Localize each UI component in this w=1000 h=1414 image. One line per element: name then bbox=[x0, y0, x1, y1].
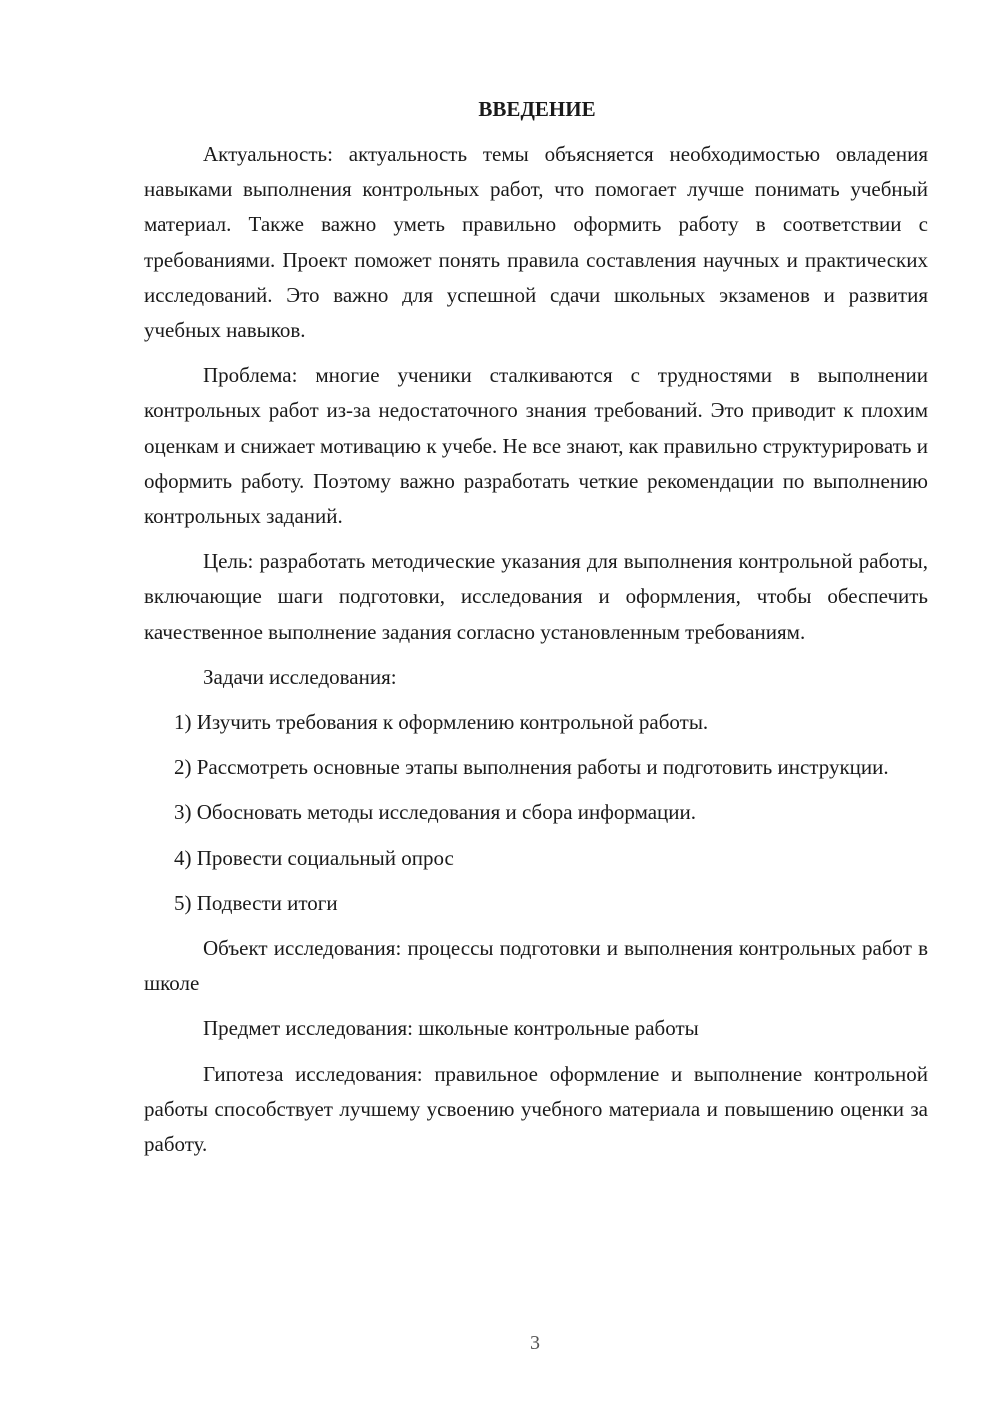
relevance-paragraph: Актуальность: актуальность темы объясняется необходимостью овладения навыками выполнения контрольных работ, что помогает лучше понимать учебный материал. Также важно уметь правильно оформить работу в соответствии с требованиями. Проект поможет понять правила составления научных и практических исследований. Это важно для успешной сдачи школьных экзаменов и развития учебных навыков. bbox=[144, 142, 928, 343]
list-item: 3) Обосновать методы исследования и сбора информации. bbox=[174, 800, 696, 825]
list-item: 2) Рассмотреть основные этапы выполнения работы и подготовить инструкции. bbox=[174, 755, 889, 780]
tasks-list bbox=[144, 705, 928, 921]
hypothesis-paragraph: Гипотеза исследования: правильное оформление и выполнение контрольной работы способствует лучшему усвоению учебного материала и повышению оценки за работу. bbox=[144, 1061, 928, 1157]
list-item: 4) Провести социальный опрос bbox=[174, 845, 454, 870]
list-item: 5) Подвести итоги bbox=[174, 890, 338, 915]
list-item: 1) Изучить требования к оформлению контрольной работы. bbox=[174, 710, 709, 735]
page-number: 3 bbox=[530, 1332, 540, 1354]
goal-paragraph: Цель: разработать методические указания для выполнения контрольной работы, включающие шаги подготовки, исследования и оформления, чтобы обеспечить качественное выполнение задания согласно установленным требованиям. bbox=[144, 549, 928, 644]
object-paragraph: Объект исследования: процессы подготовки и выполнения контрольных работ в школе bbox=[144, 936, 928, 996]
page-content bbox=[144, 92, 928, 1172]
page-title: ВВЕДЕНИЕ bbox=[478, 97, 596, 121]
problem-paragraph: Проблема: многие ученики сталкиваются с трудностями в выполнении контрольных работ из-за недостаточного знания требований. Это приводит к плохим оценкам и снижает мотивацию к учебе. Не все знают, как правильно структурировать и оформить работу. Поэтому важно разработать четкие рекомендации по выполнению контрольных заданий. bbox=[144, 363, 928, 529]
tasks-heading: Задачи исследования: bbox=[203, 664, 397, 689]
subject-paragraph: Предмет исследования: школьные контрольные работы bbox=[203, 1016, 699, 1041]
